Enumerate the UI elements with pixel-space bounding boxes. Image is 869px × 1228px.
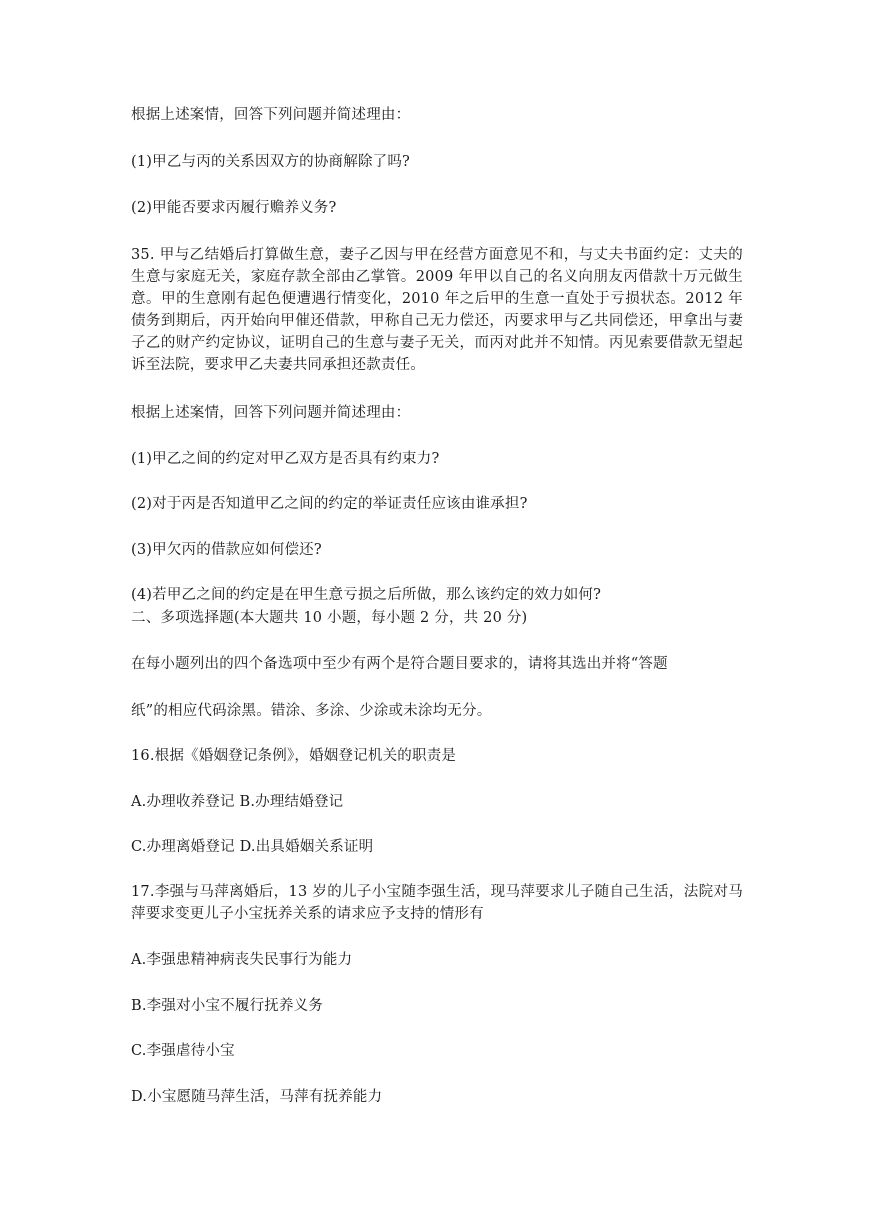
question-item: (1)甲乙与丙的关系因双方的协商解除了吗? [131,154,411,170]
option-line: C.办理离婚登记 D.出具婚姻关系证明 [131,839,374,855]
section-instruction: 纸”的相应代码涂黑。错涂、多涂、少涂或未涂均无分。 [131,703,492,719]
option-line: A.办理收养登记 B.办理结婚登记 [131,794,344,810]
question-item: (1)甲乙之间的约定对甲乙双方是否具有约束力? [131,451,440,467]
question-17: 17.李强与马萍离婚后，13 岁的儿子小宝随李强生活，现马萍要求儿子随自己生活，法院对马萍要求变更儿子小宝抚养关系的请求应予支持的情形有 [131,884,743,922]
question-item: (4)若甲乙之间的约定是在甲生意亏损之后所做，那么该约定的效力如何? [131,587,602,603]
section-instruction: 在每小题列出的四个备选项中至少有两个是符合题目要求的，请将其选出并将“答题 [131,656,668,672]
instruction-line: 根据上述案情，回答下列问题并简述理由： [131,405,411,421]
question-item: (2)对于丙是否知道甲乙之间的约定的举证责任应该由谁承担? [131,496,528,512]
case-paragraph-35: 35. 甲与乙结婚后打算做生意，妻子乙因与甲在经营方面意见不和，与丈夫书面约定：丈夫的生意与家庭无关，家庭存款全部由乙掌管。2009 年甲以自己的名义向朋友丙借款十万元做生意。甲的生意刚有起色便遭遇行情变化，2010 年之后甲的生意一直处于亏损状态。2012 年债务到期后，丙开始向甲催还借款，甲称自己无力偿还，丙要求甲与乙共同偿还，甲拿出与妻子乙的财产约定协议，证明自己的生意与妻子无关，而丙对此并不知情。丙见索要借款无望起诉至法院，要求甲乙夫妻共同承担还款责任。 [131,247,743,373]
instruction-line: 根据上述案情，回答下列问题并简述理由： [131,107,411,123]
option-line: A.李强患精神病丧失民事行为能力 [131,952,353,968]
option-line: B.李强对小宝不履行抚养义务 [131,998,324,1014]
section-heading: 二、多项选择题(本大题共 10 小题，每小题 2 分，共 20 分) [131,610,528,626]
question-16: 16.根据《婚姻登记条例》，婚姻登记机关的职责是 [131,748,457,764]
option-line: C.李强虐待小宝 [131,1043,235,1059]
question-item: (2)甲能否要求丙履行赡养义务? [131,200,337,216]
option-line: D.小宝愿随马萍生活，马萍有抚养能力 [131,1089,383,1105]
question-item: (3)甲欠丙的借款应如何偿还? [131,542,322,558]
